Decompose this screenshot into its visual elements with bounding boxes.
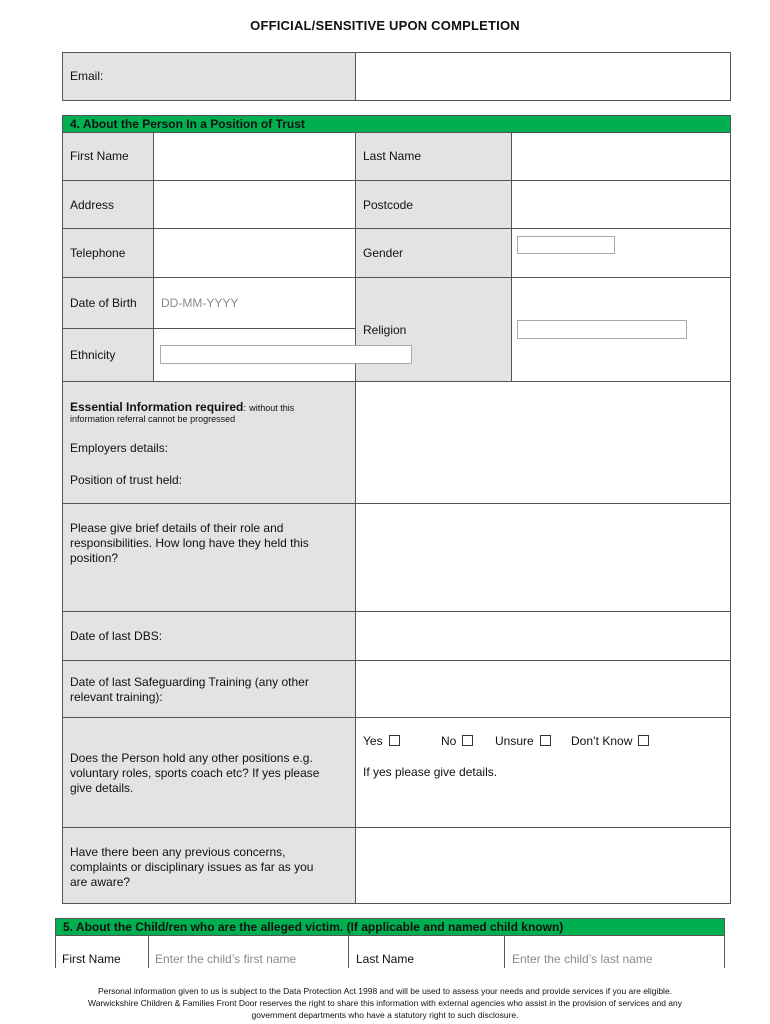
dob-field[interactable] xyxy=(153,277,356,329)
option-unsure[interactable] xyxy=(495,734,551,748)
religion-label: Religion xyxy=(363,323,407,337)
first-name-label-cell xyxy=(62,132,154,181)
option-unsure-label: Unsure xyxy=(495,734,534,748)
ethnicity-select[interactable] xyxy=(160,345,412,364)
dbs-field[interactable] xyxy=(355,611,731,661)
first-name-label: First Name xyxy=(70,149,129,163)
role-line-1: Please give brief details of their role and xyxy=(70,521,284,535)
essential-note-1: without this xyxy=(249,403,295,413)
child-first-name-label: First Name xyxy=(62,952,121,966)
option-no-label: No xyxy=(441,734,457,748)
essential-bold: Essential Information required xyxy=(70,400,244,414)
last-name-label-cell xyxy=(355,132,512,181)
ethnicity-label-cell xyxy=(62,328,154,382)
concerns-field[interactable] xyxy=(355,827,731,904)
address-label-cell xyxy=(62,180,154,229)
footer-line-3: government departments who have a statutory right to such disclosure. xyxy=(251,1010,519,1020)
dob-placeholder: DD-MM-YYYY xyxy=(161,296,239,310)
child-last-name-label: Last Name xyxy=(356,952,415,966)
option-dont-know[interactable] xyxy=(571,734,649,748)
child-first-name-label-cell xyxy=(55,935,149,968)
training-line-2: relevant training): xyxy=(70,690,163,704)
telephone-label: Telephone xyxy=(70,246,126,260)
checkbox-unsure[interactable] xyxy=(540,735,551,746)
checkbox-no[interactable] xyxy=(462,735,473,746)
email-field[interactable] xyxy=(355,52,731,101)
concerns-line-2: complaints or disciplinary issues as far as you xyxy=(70,860,314,874)
essential-note-2: information referral cannot be progressed xyxy=(70,414,236,424)
dbs-label-cell xyxy=(62,611,356,661)
dob-label: Date of Birth xyxy=(70,296,137,310)
gender-label: Gender xyxy=(363,246,404,260)
essential-colon: : xyxy=(243,403,246,413)
footer-line-2: Warwickshire Children & Families Front Door reserves the right to share this information with external agencies who assist in the provision of services and any xyxy=(88,998,682,1008)
role-field[interactable] xyxy=(355,503,731,612)
dob-label-cell xyxy=(62,277,154,329)
address-field[interactable] xyxy=(153,180,356,229)
child-first-name-field[interactable] xyxy=(148,935,349,968)
gender-select[interactable] xyxy=(517,236,615,254)
essential-info-label-cell xyxy=(62,381,356,504)
section5-header: 5. About the Child/ren who are the alleged victim. (If applicable and named child known) xyxy=(55,918,725,936)
other-line-1: Does the Person hold any other positions e.g. xyxy=(70,751,313,765)
address-label: Address xyxy=(70,198,115,212)
other-positions-label-cell xyxy=(62,717,356,828)
role-line-3: position? xyxy=(70,551,119,565)
religion-select[interactable] xyxy=(517,320,687,339)
training-label-cell xyxy=(62,660,356,718)
last-name-label: Last Name xyxy=(363,149,422,163)
religion-label-cell xyxy=(355,277,512,382)
concerns-label-cell xyxy=(62,827,356,904)
postcode-label-cell xyxy=(355,180,512,229)
checkbox-dont-know[interactable] xyxy=(638,735,649,746)
last-name-field[interactable] xyxy=(511,132,731,181)
training-line-1: Date of last Safeguarding Training (any other xyxy=(70,675,309,689)
first-name-field[interactable] xyxy=(153,132,356,181)
dbs-label: Date of last DBS: xyxy=(70,629,163,643)
child-last-name-label-cell xyxy=(348,935,505,968)
section4-header: 4. About the Person In a Position of Trust xyxy=(62,115,731,133)
gender-label-cell xyxy=(355,228,512,278)
essential-info-heading xyxy=(70,400,294,415)
email-label: Email: xyxy=(70,69,104,83)
if-yes-details-label: If yes please give details. xyxy=(363,765,498,779)
employers-label: Employers details: xyxy=(70,441,169,455)
other-line-3: give details. xyxy=(70,781,134,795)
concerns-line-3: are aware? xyxy=(70,875,131,889)
ethnicity-label: Ethnicity xyxy=(70,348,116,362)
data-protection-footer xyxy=(40,985,730,1021)
essential-info-field[interactable] xyxy=(355,381,731,504)
email-label-cell xyxy=(62,52,356,101)
option-dont-know-label: Don’t Know xyxy=(571,734,633,748)
other-line-2: voluntary roles, sports coach etc? If yes please xyxy=(70,766,320,780)
page-title: OFFICIAL/SENSITIVE UPON COMPLETION xyxy=(250,18,520,33)
role-label-cell xyxy=(62,503,356,612)
concerns-line-1: Have there been any previous concerns, xyxy=(70,845,286,859)
position-label: Position of trust held: xyxy=(70,473,183,487)
postcode-label: Postcode xyxy=(363,198,414,212)
option-yes-label: Yes xyxy=(363,734,383,748)
telephone-field[interactable] xyxy=(153,228,356,278)
role-line-2: responsibilities. How long have they held this xyxy=(70,536,309,550)
child-first-name-placeholder: Enter the child’s first name xyxy=(155,952,297,966)
checkbox-yes[interactable] xyxy=(389,735,400,746)
training-field[interactable] xyxy=(355,660,731,718)
telephone-label-cell xyxy=(62,228,154,278)
postcode-field[interactable] xyxy=(511,180,731,229)
child-last-name-field[interactable] xyxy=(504,935,725,968)
child-last-name-placeholder: Enter the child’s last name xyxy=(512,952,653,966)
option-yes[interactable] xyxy=(363,734,400,748)
footer-line-1: Personal information given to us is subject to the Data Protection Act 1998 and will be used to assess your needs and provide services if you are eligible. xyxy=(97,986,673,996)
option-no[interactable] xyxy=(441,734,473,748)
